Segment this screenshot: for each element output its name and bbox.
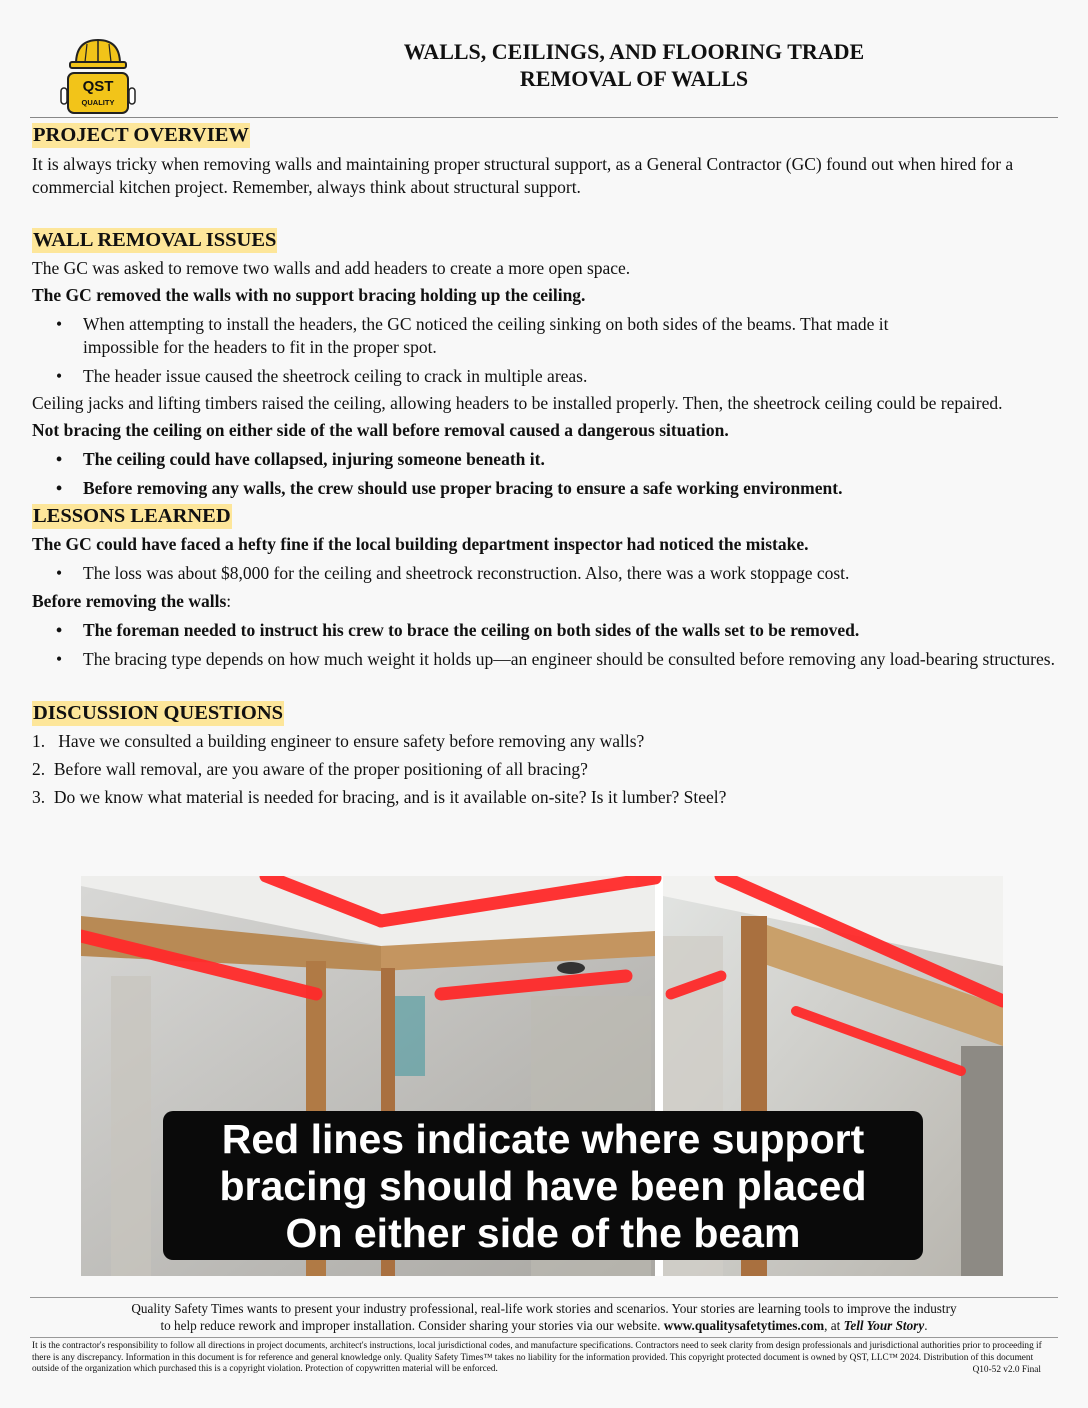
- footer-line-2-text: to help reduce rework and improper installation. Consider sharing your stories via our website.: [160, 1317, 664, 1333]
- list-item: 3. Do we know what material is needed for bracing, and is it available on-site? Is it lumber? Steel?: [32, 787, 727, 807]
- wall-removal-bullets-1: [32, 313, 1057, 388]
- title-line-1: WALLS, CEILINGS, AND FLOORING TRADE: [403, 39, 865, 64]
- wall-removal-paragraph-2: Ceiling jacks and lifting timbers raised the ceiling, allowing headers to be installed properly. Then, the sheetrock ceiling could be repaired.: [32, 393, 1003, 413]
- list-item: 1. Have we consulted a building engineer to ensure safety before removing any walls?: [32, 731, 645, 751]
- wall-removal-heading: WALL REMOVAL ISSUES: [33, 229, 277, 251]
- main-content: [32, 122, 1057, 809]
- list-item: • When attempting to install the headers, the GC noticed the ceiling sinking on both sides of the beams. That made it impossible for the headers to fit in the proper spot.: [32, 313, 913, 359]
- before-removing-label: Before removing the walls: [32, 591, 227, 611]
- list-item: 2. Before wall removal, are you aware of the proper positioning of all bracing?: [32, 759, 588, 779]
- disclaimer-text: It is the contractor's responsibility to follow all directions in project documents, architect's instructions, local jurisdictional codes, and manufacture specifications. Contractors need to seek clarity from design professionals and jurisdictional authorities prior to proceeding if there is any discrepancy. Information in this document is for reference and general knowledge only. Quality Safety Times™ takes no liability for the information provided. This copyright protected document is owned by QST, LLC™ 2024. Distribution of this document outside of the organization which purchased this is a copyright violation. Protection of copywritten material will be enforced.: [32, 1341, 1042, 1375]
- qst-logo: [58, 34, 138, 116]
- lessons-before-removing: [32, 590, 1057, 613]
- tell-your-story-link[interactable]: Tell Your Story: [843, 1317, 925, 1333]
- lessons-learned-heading: LESSONS LEARNED: [33, 505, 231, 527]
- header-divider: [30, 117, 1058, 118]
- logo-text-quality: QUALITY: [81, 98, 115, 107]
- lessons-bullets-1: [32, 562, 1057, 585]
- caption-line-2: bracing should have been placed: [219, 1163, 867, 1209]
- footer-message: [30, 1301, 1058, 1334]
- website-link[interactable]: www.qualitysafetytimes.com: [663, 1317, 825, 1333]
- wall-removal-bullets-2: [32, 448, 1057, 500]
- discussion-questions-heading: DISCUSSION QUESTIONS: [33, 702, 284, 724]
- footer-line-1: Quality Safety Times wants to present your industry professional, real-life work stories and scenarios. Your stories are learning tools to improve the industry: [131, 1301, 957, 1316]
- construction-photo: [81, 876, 1003, 1276]
- caption-line-3: On either side of the beam: [285, 1210, 801, 1256]
- wall-removal-bold-1: The GC removed the walls with no support bracing holding up the ceiling.: [32, 285, 586, 305]
- list-item: • The loss was about $8,000 for the ceiling and sheetrock reconstruction. Also, there was a work stoppage cost.: [32, 562, 1057, 585]
- project-overview-heading: PROJECT OVERVIEW: [33, 124, 249, 146]
- footer-line-2-end: .: [924, 1317, 928, 1333]
- list-item: • The header issue caused the sheetrock ceiling to crack in multiple areas.: [32, 365, 1057, 388]
- logo-text-qst: QST: [82, 78, 114, 95]
- document-version: Q10-52 v2.0 Final: [972, 1364, 1041, 1375]
- wall-removal-intro: The GC was asked to remove two walls and add headers to create a more open space.: [32, 258, 631, 278]
- lessons-bold-1: The GC could have faced a hefty fine if the local building department inspector had noticed the mistake.: [32, 534, 809, 554]
- document-title: [180, 38, 1088, 92]
- title-line-2: REMOVAL OF WALLS: [519, 66, 749, 91]
- project-overview-text: It is always tricky when removing walls and maintaining proper structural support, as a General Contractor (GC) found out when hired for a commercial kitchen project. Remember, always think about structural support.: [32, 154, 1014, 197]
- footer-line-2-mid: , at: [824, 1317, 844, 1333]
- list-item: • The ceiling could have collapsed, injuring someone beneath it.: [32, 448, 1057, 471]
- footer-divider-top: [30, 1297, 1058, 1298]
- caption-line-1: Red lines indicate where support: [221, 1116, 865, 1162]
- before-removing-colon: :: [226, 591, 232, 611]
- footer-divider-bottom: [30, 1337, 1058, 1338]
- list-item: • The bracing type depends on how much weight it holds up—an engineer should be consulted before removing any load-bearing structures.: [32, 648, 1057, 671]
- list-item: • Before removing any walls, the crew should use proper bracing to ensure a safe working environment.: [32, 477, 1057, 500]
- lessons-bullets-2: [32, 619, 1057, 671]
- list-item: • The foreman needed to instruct his crew to brace the ceiling on both sides of the walls set to be removed.: [32, 619, 1057, 642]
- photo-caption: [163, 1111, 923, 1260]
- wall-removal-bold-2: Not bracing the ceiling on either side of the wall before removal caused a dangerous situation.: [32, 420, 729, 440]
- footer-line-2: [30, 1318, 1058, 1335]
- discussion-questions-list: [32, 730, 1057, 809]
